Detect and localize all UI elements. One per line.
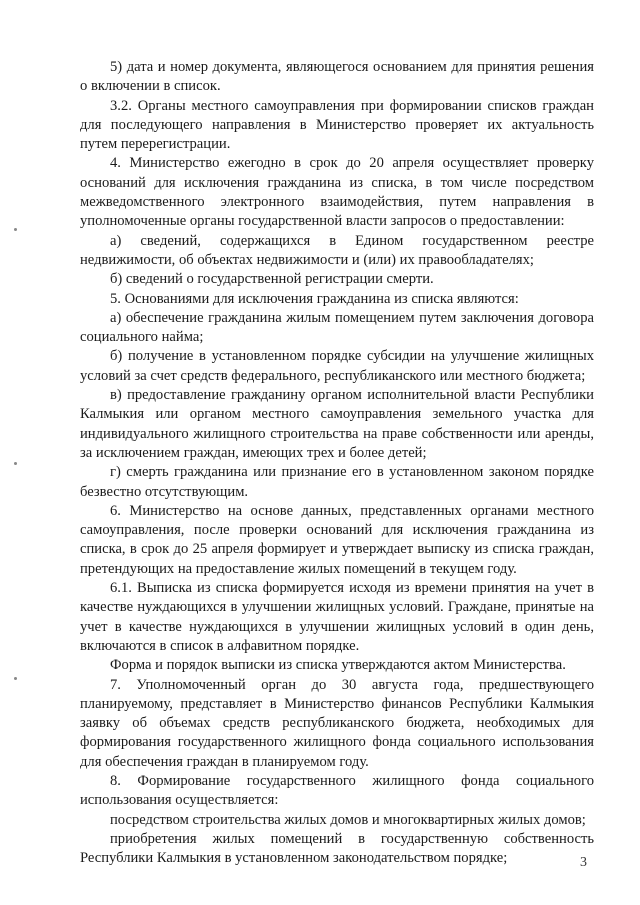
scan-speck-3 [14, 677, 17, 680]
paragraph-4-b: б) сведений о государственной регистрации смерти. [110, 271, 434, 288]
paragraph-4: 4. Министерство ежегодно в срок до 20 апреля осуществляет проверку оснований для исключения гражданина из списка, в том числе посредством межведомственного электронного взаимодействия, путем направления в уполномоченные органы государственной власти запросов о предоставлении: [80, 155, 594, 230]
paragraph-form-order: Форма и порядок выписки из списка утверждаются актом Министерства. [110, 657, 566, 674]
paragraph-3-2: 3.2. Органы местного самоуправления при формировании списков граждан для последующего направления в Министерство проверяет их актуальность путем перерегистрации. [80, 97, 594, 153]
paragraph-4-a: а) сведений, содержащихся в Едином государственном реестре недвижимости, об объектах недвижимости и (или) их правообладателях; [80, 232, 594, 268]
scan-speck-2 [14, 462, 17, 465]
paragraph-8-acquisition: приобретения жилых помещений в государственную собственность Республики Калмыкия в установленном законодательством порядке; [80, 830, 594, 867]
paragraph-8: 8. Формирование государственного жилищного фонда социального использования осуществляется: [80, 772, 594, 809]
paragraph-6: 6. Министерство на основе данных, представленных органами местного самоуправления, после проверки оснований для исключения гражданина из списка, в срок до 25 апреля формирует и утверждает выписку из списка граждан, претендующих на предоставление жилых помещений в текущем году. [80, 502, 594, 577]
page-number: 3 [580, 855, 587, 870]
paragraph-5-v: в) предоставление гражданину органом исполнительной власти Республики Калмыкия или органом местного самоуправления земельного участка для индивидуального жилищного строительства на праве собственности или аренды, за исключением граждан, имеющих трех и более детей; [80, 387, 594, 461]
paragraph-7: 7. Уполномоченный орган до 30 августа года, предшествующего планируемому, представляет в Министерство финансов Республики Калмыкия заявку об объемах средств республиканского бюджета, необходимых для формирования государственного жилищного фонда социального использования для обеспечения граждан в планируемом году. [80, 676, 594, 770]
paragraph-5-b: б) получение в установленном порядке субсидии на улучшение жилищных условий за счет средств федерального, республиканского или местного бюджета; [80, 348, 594, 384]
paragraph-5-a: а) обеспечение гражданина жилым помещением путем заключения договора социального найма; [80, 309, 594, 346]
paragraph-5: 5. Основаниями для исключения гражданина из списка являются: [110, 290, 519, 307]
paragraph-item-5: 5) дата и номер документа, являющегося основанием для принятия решения о включении в список. [80, 59, 594, 95]
paragraph-8-construction: посредством строительства жилых домов и многоквартирных жилых домов; [110, 811, 586, 828]
paragraph-6-1: 6.1. Выписка из списка формируется исходя из времени принятия на учет в качестве нуждающихся в улучшении жилищных условий. Граждане, принятые на учет в качестве нуждающихся в улучшении жилищных условий в один день, включаются в список в алфавитном порядке. [80, 580, 594, 654]
document-body [80, 58, 594, 868]
scan-speck-1 [14, 228, 17, 231]
paragraph-5-g: г) смерть гражданина или признание его в установленном законом порядке безвестно отсутствующим. [80, 464, 594, 500]
